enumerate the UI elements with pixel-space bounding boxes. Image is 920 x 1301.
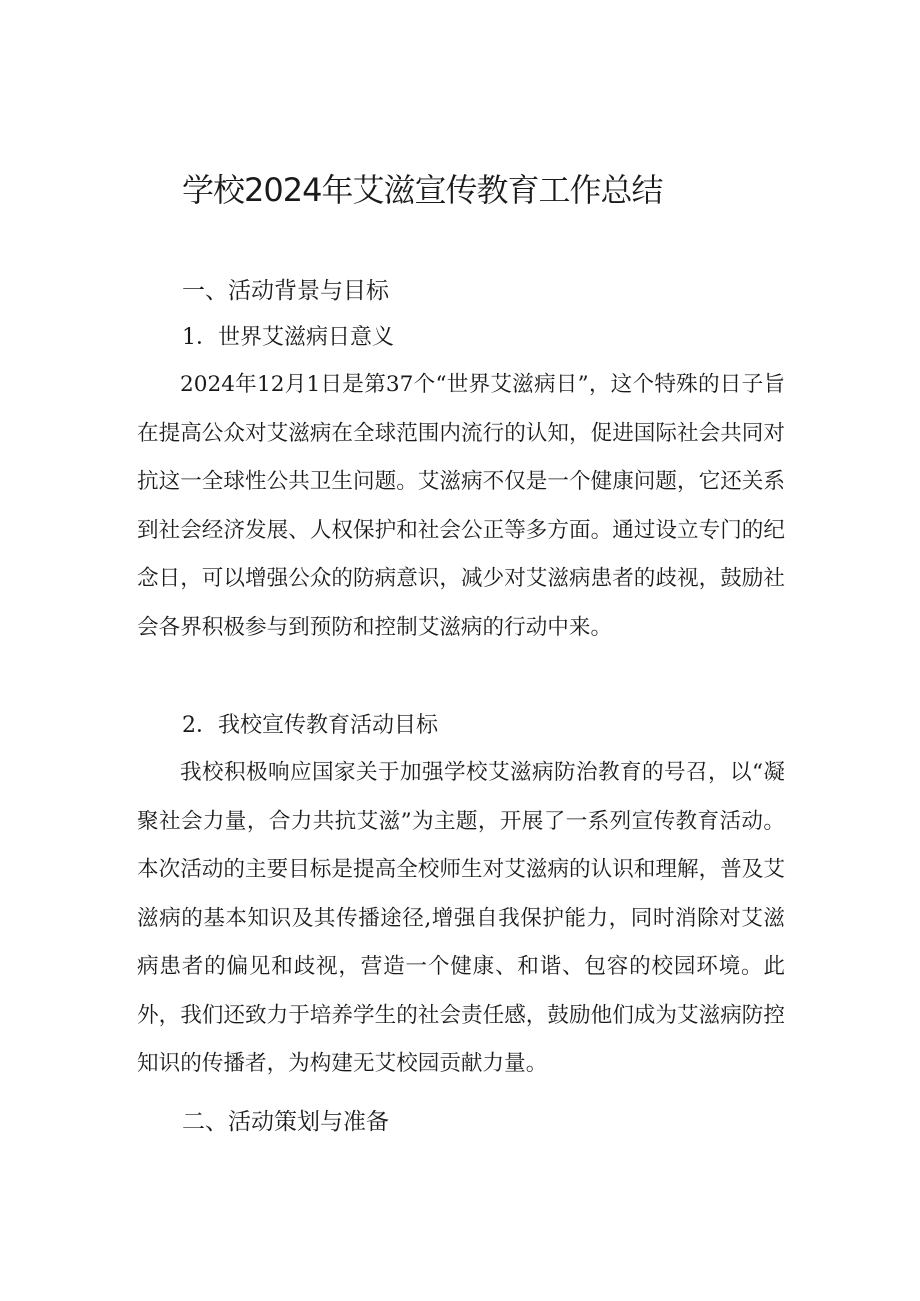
- paragraph-aids-day: 2024年12月1日是第37个“世界艾滋病日”，这个特殊的日子旨在提高公众对艾滋病在全球范围内流行的认知，促进国际社会共同对抗这一全球性公共卫生问题。艾滋病不仅是一个健康问题，它还关系到社会经济发展、人权保护和社会公正等多方面。通过设立专门的纪念日，可以增强公众的防病意识，减少对艾滋病患者的歧视，鼓励社会各界积极参与到预防和控制艾滋病的行动中来。: [137, 372, 785, 640]
- section-heading-background: 一、活动背景与目标: [182, 278, 389, 304]
- section-heading-planning: 二、活动策划与准备: [182, 1109, 389, 1135]
- subsection-heading-aids-day: 1．世界艾滋病日意义: [182, 325, 394, 350]
- paragraph-school-goals: 我校积极响应国家关于加强学校艾滋病防治教育的号召，以“凝聚社会力量，合力共抗艾滋”为主题，开展了一系列宣传教育活动。本次活动的主要目标是提高全校师生对艾滋病的认识和理解，普及艾滋病的基本知识及其传播途径,增强自我保护能力，同时消除对艾滋病患者的偏见和歧视，营造一个健康、和谐、包容的校园环境。此外，我们还致力于培养学生的社会责任感，鼓励他们成为艾滋病防控知识的传播者，为构建无艾校园贡献力量。: [137, 760, 785, 1076]
- subsection-heading-school-goals: 2．我校宣传教育活动目标: [182, 713, 438, 738]
- document-title: 学校2024年艾滋宣传教育工作总结: [182, 171, 663, 209]
